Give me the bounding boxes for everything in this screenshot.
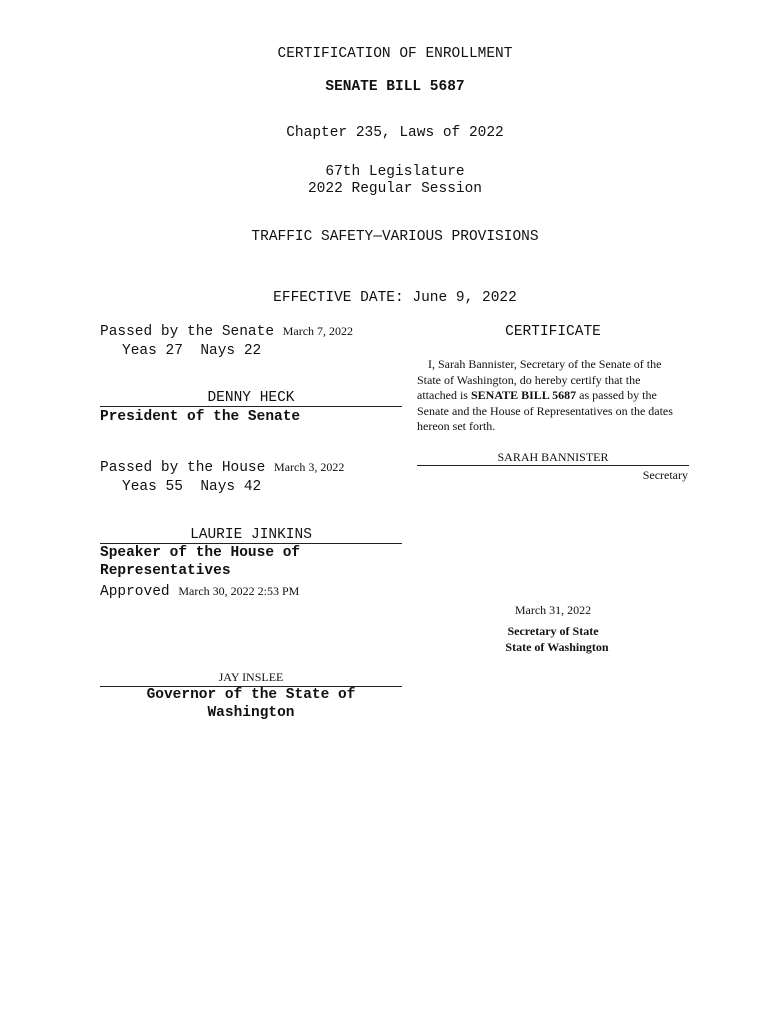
president-signature-line (100, 406, 402, 407)
governor-title-line-2: Washington (207, 705, 295, 721)
senate-votes: Yeas 27 Nays 22 (122, 343, 262, 359)
certificate-bill-ref: SENATE BILL 5687 (470, 388, 577, 402)
secretary-title: Secretary (642, 468, 688, 482)
approval (100, 584, 299, 600)
certificate-line-3-post: as passed by the (576, 388, 657, 402)
state-of-washington-title: State of Washington (505, 640, 609, 654)
secretary-signature-line (417, 465, 689, 466)
senate-passed-date: March 7, 2022 (282, 324, 354, 338)
legislature-line: 67th Legislature (325, 164, 465, 180)
secretary-name: SARAH BANNISTER (497, 450, 609, 464)
president-name: DENNY HECK (207, 390, 295, 406)
secretary-of-state-title: Secretary of State (507, 624, 599, 638)
governor-title-line-1: Governor of the State of (146, 687, 356, 703)
speaker-signature-line (100, 543, 402, 544)
senate-passed-label: Passed by the Senate (100, 324, 275, 340)
speaker-title-line-2: Representatives (100, 563, 231, 579)
approved-label: Approved (100, 584, 170, 600)
house-votes: Yeas 55 Nays 42 (122, 479, 262, 495)
speaker-title-line-1: Speaker of the House of (100, 545, 301, 561)
certificate-line-4: Senate and the House of Representatives on the dates (417, 404, 673, 418)
certificate-line-1: I, Sarah Bannister, Secretary of the Senate of the (428, 357, 662, 371)
certificate-line-3-pre: attached is (417, 388, 471, 402)
filed-date: March 31, 2022 (514, 603, 592, 617)
house-passed (100, 460, 344, 476)
certificate-line-5: hereon set forth. (417, 419, 496, 433)
session-line: 2022 Regular Session (307, 181, 483, 197)
certification-title: CERTIFICATION OF ENROLLMENT (277, 46, 513, 62)
certificate-heading: CERTIFICATE (505, 324, 601, 340)
certificate-line-3 (417, 388, 657, 403)
president-title: President of the Senate (100, 409, 301, 425)
governor-name: JAY INSLEE (218, 670, 284, 684)
senate-passed (100, 324, 353, 340)
bill-subject: TRAFFIC SAFETY—VARIOUS PROVISIONS (251, 229, 539, 245)
approved-date: March 30, 2022 2:53 PM (178, 584, 300, 598)
effective-date: EFFECTIVE DATE: June 9, 2022 (273, 290, 517, 306)
house-passed-label: Passed by the House (100, 460, 266, 476)
chapter-line: Chapter 235, Laws of 2022 (286, 125, 504, 141)
speaker-name: LAURIE JINKINS (190, 527, 312, 543)
house-passed-date: March 3, 2022 (274, 460, 345, 474)
bill-number: SENATE BILL 5687 (325, 79, 465, 95)
certificate-line-2: State of Washington, do hereby certify that the (417, 373, 641, 387)
